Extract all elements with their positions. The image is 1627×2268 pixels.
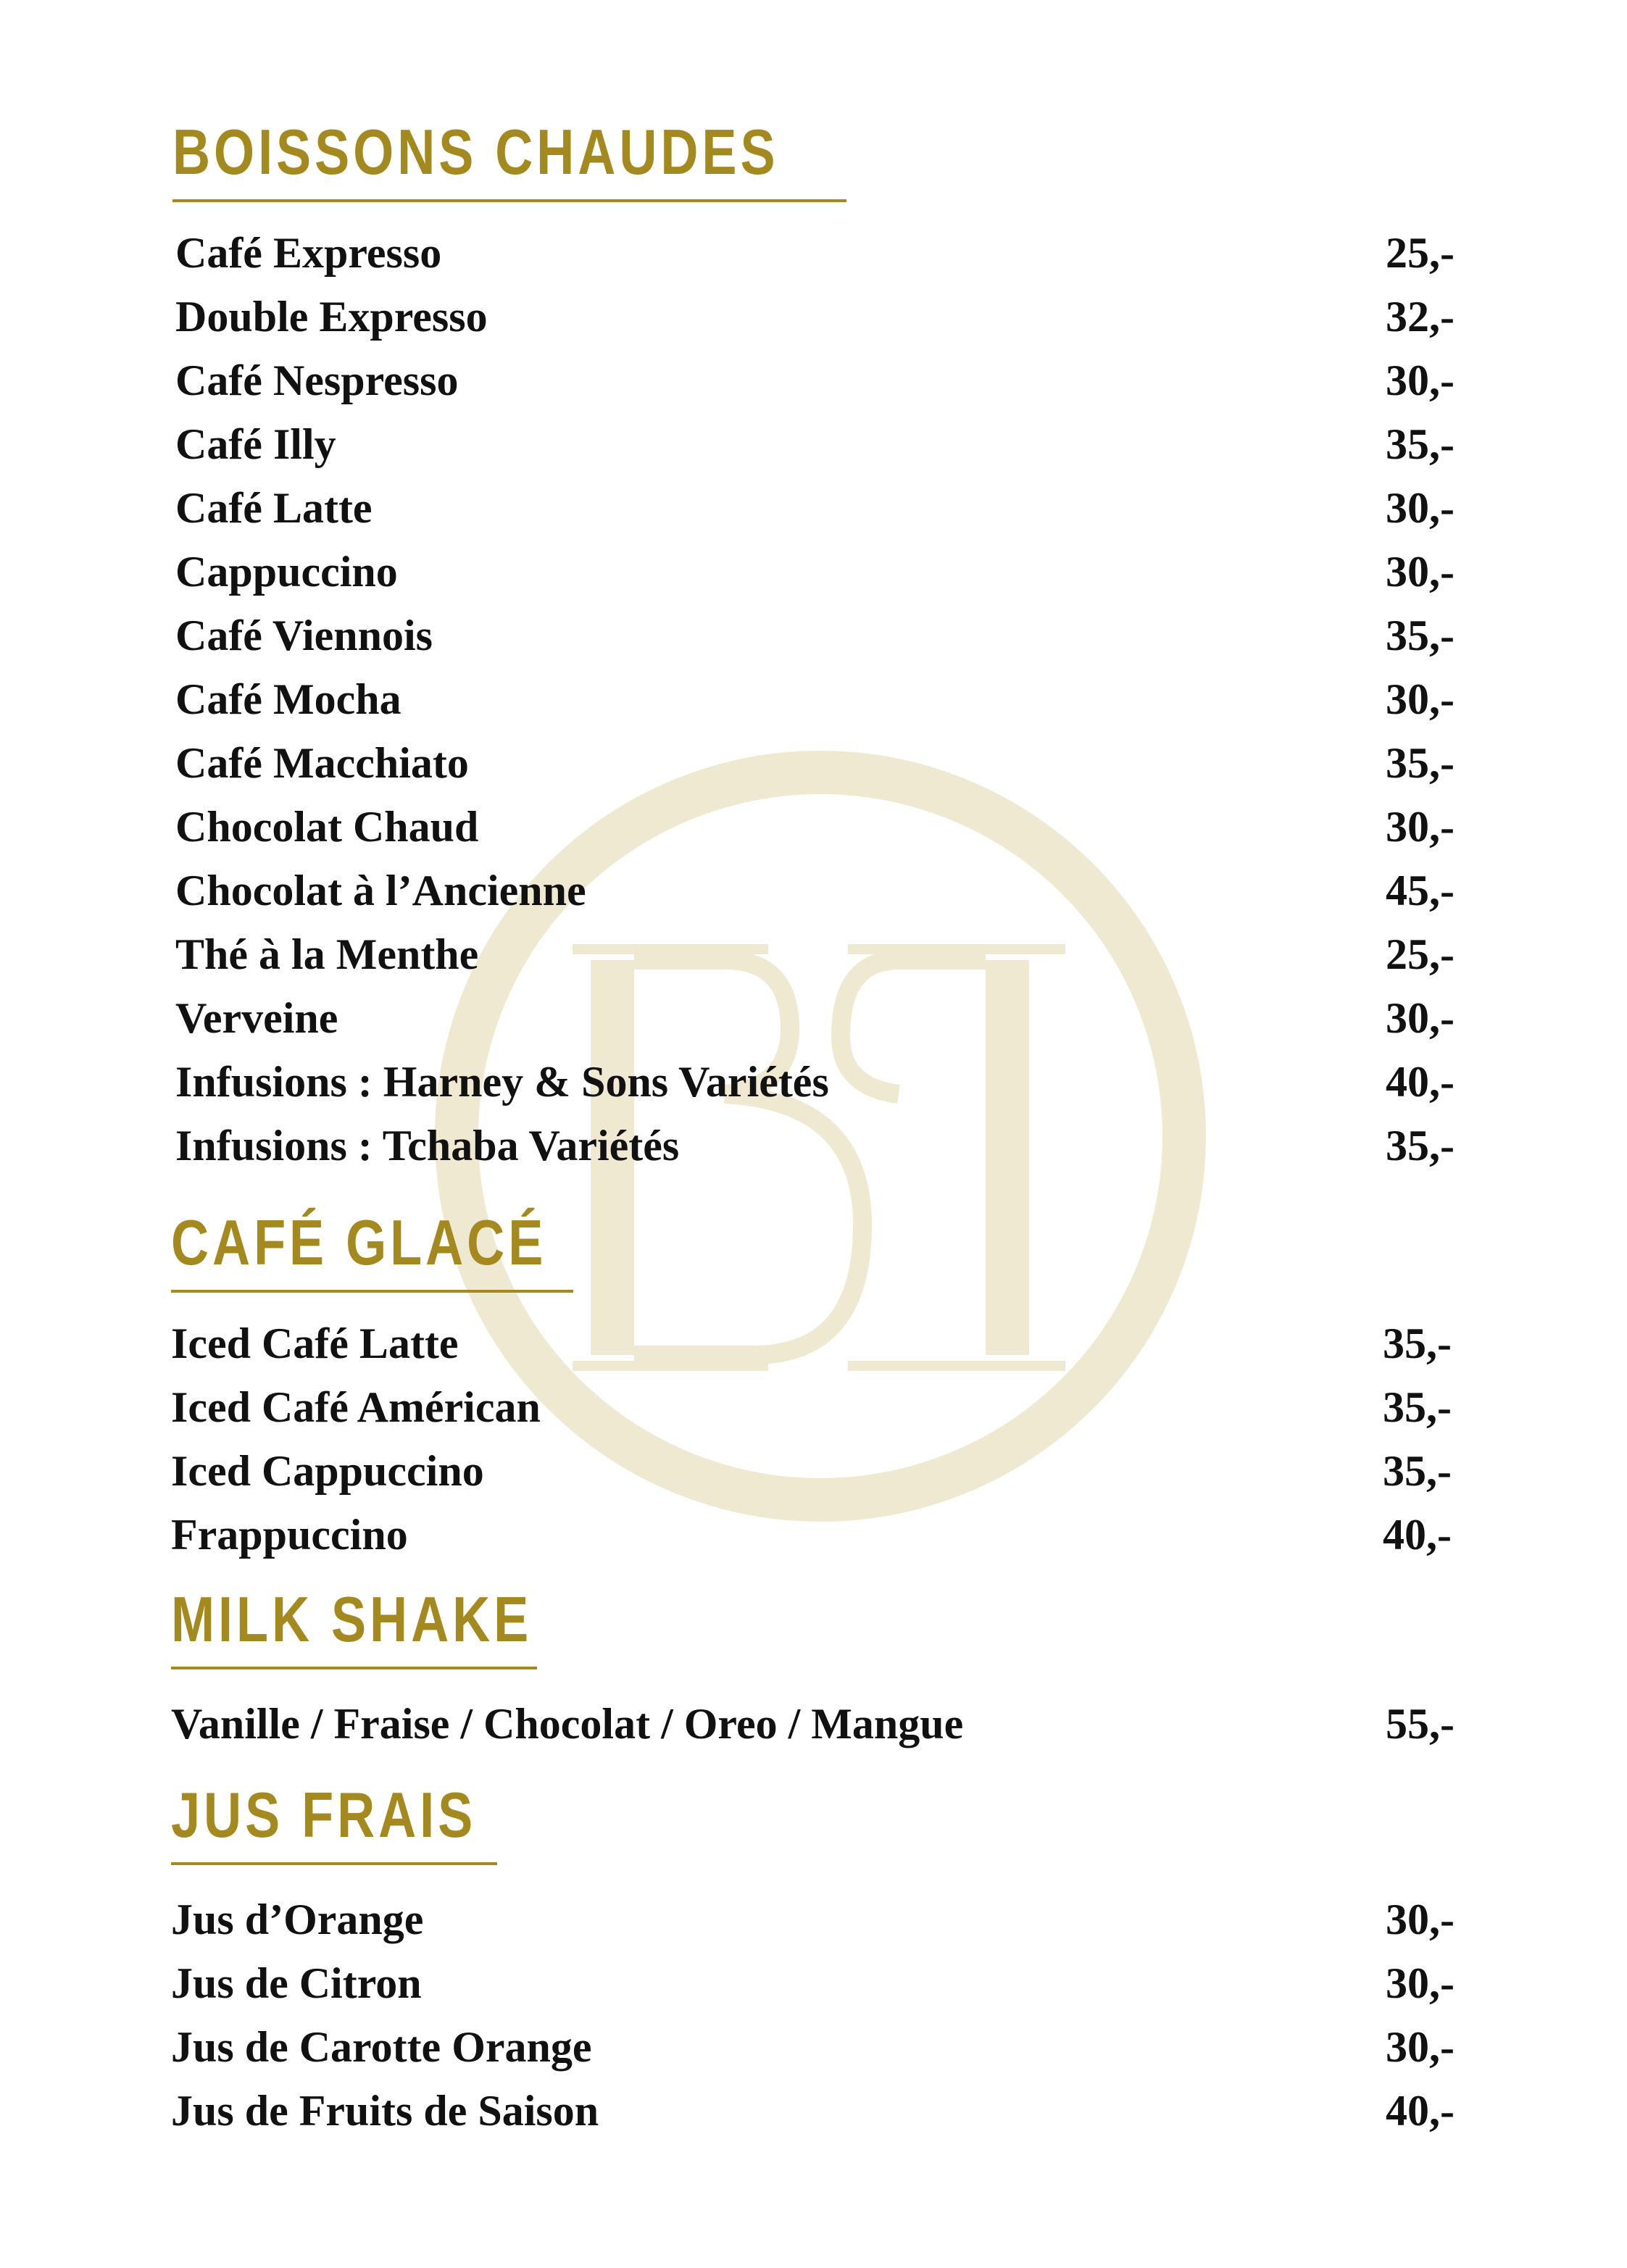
menu-item — [0, 1312, 1627, 1375]
item-name: Café Expresso — [175, 229, 442, 277]
item-name: Iced Café Latte — [171, 1319, 459, 1367]
item-price: 40,- — [1386, 1058, 1455, 1106]
heading-underline — [172, 199, 846, 202]
menu-item — [0, 986, 1627, 1050]
item-name: Café Macchiato — [175, 739, 469, 787]
section-heading: CAFÉ GLACÉ — [171, 1206, 547, 1278]
item-name: Chocolat Chaud — [175, 803, 479, 851]
item-name: Jus de Citron — [171, 1959, 422, 2007]
menu-item — [0, 731, 1627, 795]
item-name: Café Viennois — [175, 612, 433, 659]
menu-item — [0, 2079, 1627, 2143]
item-price: 30,- — [1386, 1896, 1455, 1943]
item-price: 32,- — [1386, 293, 1455, 341]
item-name: Iced Café Américan — [171, 1383, 541, 1431]
menu-item — [0, 795, 1627, 859]
item-price: 35,- — [1383, 1319, 1452, 1367]
item-price: 40,- — [1386, 2087, 1455, 2135]
item-price: 30,- — [1386, 548, 1455, 596]
item-name: Iced Cappuccino — [171, 1447, 484, 1495]
item-name: Café Nespresso — [175, 357, 459, 404]
item-price: 30,- — [1386, 357, 1455, 404]
menu-item — [0, 1050, 1627, 1114]
item-price: 35,- — [1386, 612, 1455, 659]
item-price: 55,- — [1386, 1700, 1455, 1748]
item-name: Jus de Fruits de Saison — [171, 2087, 599, 2135]
menu-item — [0, 1951, 1627, 2015]
menu-item — [0, 2015, 1627, 2079]
item-price: 35,- — [1383, 1383, 1452, 1431]
item-price: 35,- — [1386, 1122, 1455, 1170]
menu-item — [0, 476, 1627, 540]
item-name: Jus de Carotte Orange — [171, 2023, 592, 2071]
heading-underline — [171, 1290, 573, 1293]
section-heading: JUS FRAIS — [171, 1779, 477, 1851]
menu-item — [0, 667, 1627, 731]
item-price: 30,- — [1386, 803, 1455, 851]
menu-item — [0, 922, 1627, 986]
item-price: 30,- — [1386, 2023, 1455, 2071]
menu-item — [0, 1888, 1627, 1951]
item-name: Infusions : Harney & Sons Variétés — [175, 1058, 829, 1106]
item-price: 30,- — [1386, 675, 1455, 723]
item-name: Jus d’Orange — [171, 1896, 424, 1943]
menu-item — [0, 1439, 1627, 1503]
menu-item — [0, 412, 1627, 476]
item-price: 35,- — [1386, 420, 1455, 468]
menu-item — [0, 859, 1627, 922]
item-price: 35,- — [1383, 1447, 1452, 1495]
section-heading: BOISSONS CHAUDES — [172, 116, 779, 188]
item-name: Double Expresso — [175, 293, 488, 341]
item-price: 35,- — [1386, 739, 1455, 787]
item-price: 40,- — [1383, 1511, 1452, 1559]
menu-item — [0, 1375, 1627, 1439]
menu-item — [0, 1503, 1627, 1567]
item-name: Chocolat à l’Ancienne — [175, 867, 586, 914]
item-name: Café Latte — [175, 484, 373, 532]
item-name: Cappuccino — [175, 548, 398, 596]
item-price: 25,- — [1386, 930, 1455, 978]
item-name: Frappuccino — [171, 1511, 408, 1559]
menu-item — [0, 1114, 1627, 1177]
menu-item — [0, 349, 1627, 412]
item-price: 30,- — [1386, 1959, 1455, 2007]
menu-item — [0, 604, 1627, 667]
item-name: Thé à la Menthe — [175, 930, 479, 978]
item-price: 45,- — [1386, 867, 1455, 914]
menu-item — [0, 285, 1627, 349]
item-price: 30,- — [1386, 484, 1455, 532]
item-name: Infusions : Tchaba Variétés — [175, 1122, 680, 1170]
heading-underline — [171, 1862, 497, 1865]
item-price: 25,- — [1386, 229, 1455, 277]
menu-item — [0, 1692, 1627, 1756]
heading-underline — [171, 1667, 537, 1669]
item-name: Vanille / Fraise / Chocolat / Oreo / Mangue — [171, 1700, 964, 1748]
menu-item — [0, 540, 1627, 604]
item-name: Café Illy — [175, 420, 336, 468]
item-price: 30,- — [1386, 994, 1455, 1042]
item-name: Verveine — [175, 994, 338, 1042]
item-name: Café Mocha — [175, 675, 401, 723]
menu-item — [0, 221, 1627, 285]
section-heading: MILK SHAKE — [171, 1583, 533, 1655]
